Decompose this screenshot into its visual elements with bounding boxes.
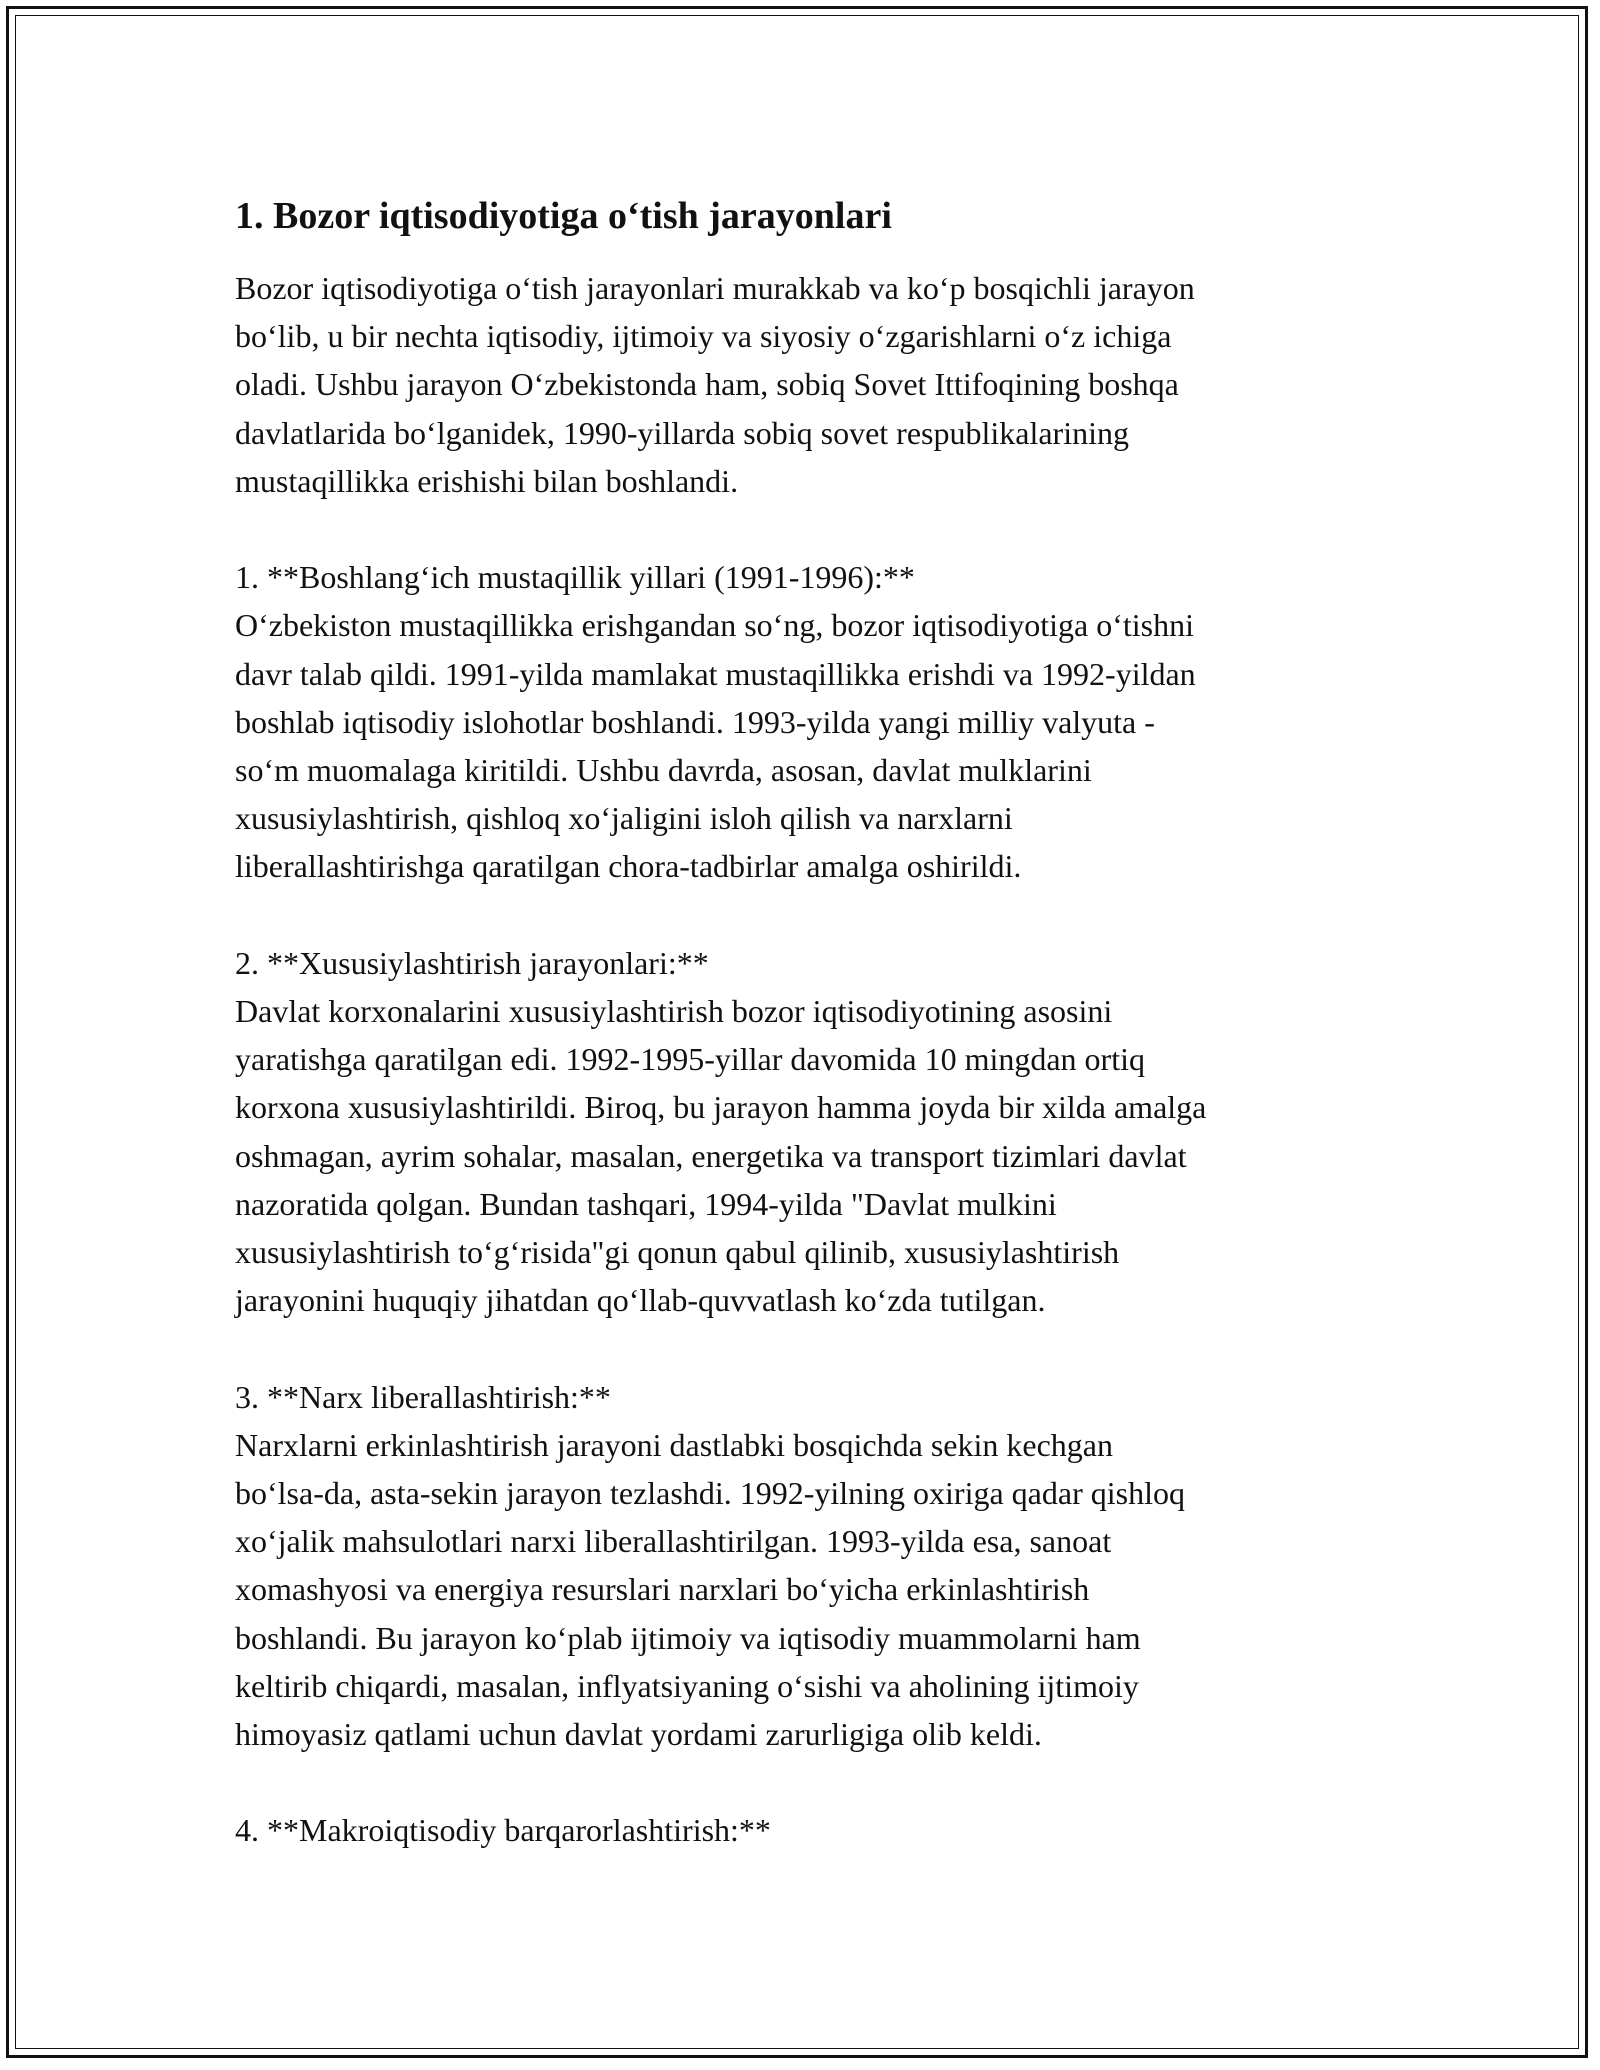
paragraph-gap: [235, 891, 1415, 939]
document-title: 1. Bozor iqtisodiyotiga o‘tish jarayonlari: [235, 195, 892, 237]
paragraph-gap: [235, 1758, 1415, 1806]
paragraph-gap: [235, 1324, 1415, 1372]
document-page: [235, 190, 1415, 1855]
section-3-body: Narxlarni erkinlashtirish jarayoni dastlabki bosqichda sekin kechgan bo‘lsa-da, asta-sekin jarayon tezlashdi. 1992-yilning oxiriga qadar qishloq xo‘jalik mahsulotlari narxi liberallashtirilgan. 1993-yilda esa, sanoat xomashyosi va energiya resurslari narxlari bo‘yicha erkinlashtirish boshlandi. Bu jarayon ko‘plab ijtimoiy va iqtisodiy muammolarni ham keltirib chiqardi, masalan, inflyatsiyaning o‘sishi va aholining ijtimoiy himoyasiz qatlami uchun davlat yordami zarurligiga olib keldi.: [235, 1426, 1185, 1753]
section-3-heading: 3. **Narx liberallashtirish:**: [235, 1378, 611, 1415]
paragraph-gap: [235, 505, 1415, 553]
section-1-heading: 1. **Boshlang‘ich mustaqillik yillari (1991-1996):**: [235, 559, 915, 596]
intro-paragraph: Bozor iqtisodiyotiga o‘tish jarayonlari murakkab va ko‘p bosqichli jarayon bo‘lib, u bir nechta iqtisodiy, ijtimoiy va siyosiy o‘zgarishlarni o‘z ichiga oladi. Ushbu jarayon O‘zbekistonda ham, sobiq Sovet Ittifoqining boshqa davlatlarida bo‘lganidek, 1990-yillarda sobiq sovet respublikalarining mustaqillikka erishishi bilan boshlandi.: [235, 270, 1195, 499]
section-1-body: O‘zbekiston mustaqillikka erishgandan so‘ng, bozor iqtisodiyotiga o‘tishni davr talab qildi. 1991-yilda mamlakat mustaqillikka erishdi va 1992-yildan boshlab iqtisodiy islohotlar boshlandi. 1993-yilda yangi milliy valyuta - so‘m muomalaga kiritildi. Ushbu davrda, asosan, davlat mulklarini xususiylashtirish, qishloq xo‘jaligini isloh qilish va narxlarni liberallashtirishga qaratilgan chora-tadbirlar amalga oshirildi.: [235, 607, 1196, 885]
section-2-body: Davlat korxonalarini xususiylashtirish bozor iqtisodiyotining asosini yaratishga qaratilgan edi. 1992-1995-yillar davomida 10 mingdan ortiq korxona xususiylashtirildi. Biroq, bu jarayon hamma joyda bir xilda amalga oshmagan, ayrim sohalar, masalan, energetika va transport tizimlari davlat nazoratida qolgan. Bundan tashqari, 1994-yilda "Davlat mulkini xususiylashtirish to‘g‘risida"gi qonun qabul qilinib, xususiylashtirish jarayonini huquqiy jihatdan qo‘llab-quvvatlash ko‘zda tutilgan.: [235, 993, 1207, 1319]
section-2-heading: 2. **Xususiylashtirish jarayonlari:**: [235, 944, 709, 981]
section-4-heading: 4. **Makroiqtisodiy barqarorlashtirish:**: [235, 1812, 771, 1849]
